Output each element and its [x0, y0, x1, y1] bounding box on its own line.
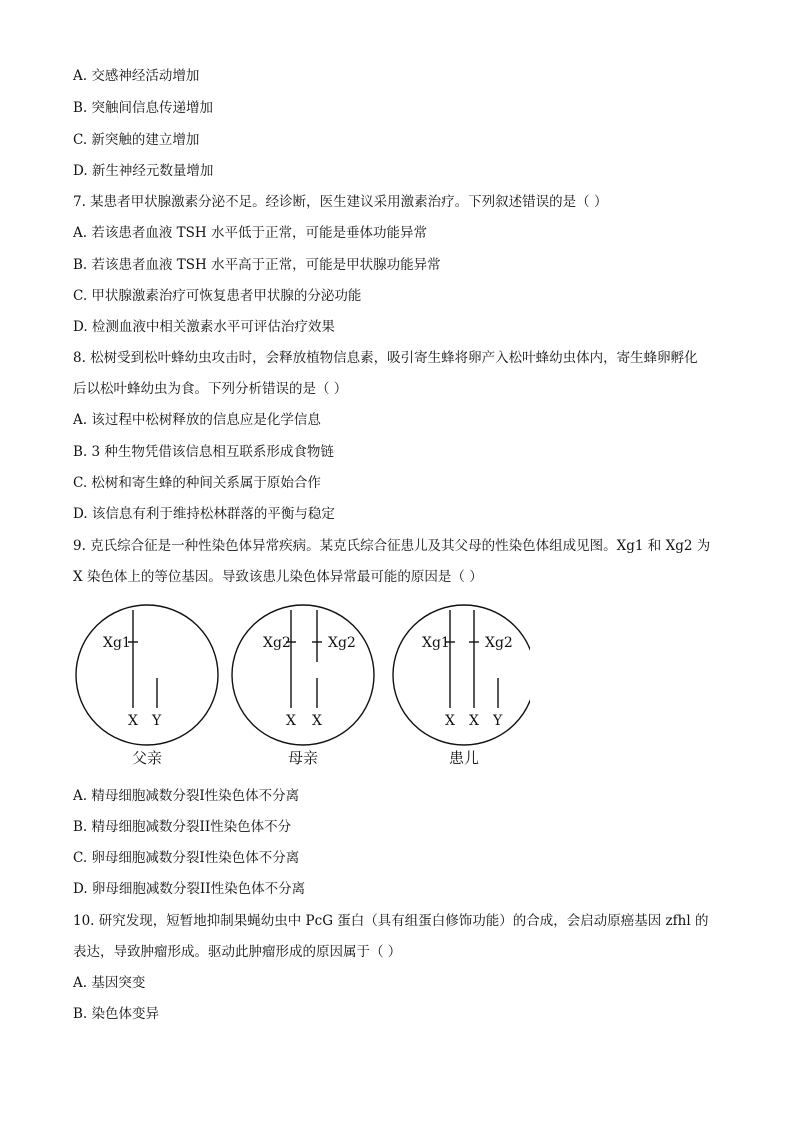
q8-option-d: D. 该信息有利于维持松林群落的平衡与稳定	[73, 506, 335, 522]
q8-stem-line1: 8. 松树受到松叶蜂幼虫攻击时，会释放植物信息素，吸引寄生蜂将卵产入松叶蜂幼虫体内，寄生蜂卵孵化	[73, 350, 698, 366]
q7-stem: 7. 某患者甲状腺激素分泌不足。经诊断，医生建议采用激素治疗。下列叙述错误的是（ ）	[73, 194, 608, 210]
q8-option-a: A. 该过程中松树释放的信息应是化学信息	[73, 412, 321, 428]
mother-chrom-label-x1: X	[286, 713, 296, 729]
q7-option-a: A. 若该患者血液 TSH 水平低于正常，可能是垂体功能异常	[73, 225, 427, 241]
q10-stem-line1: 10. 研究发现，短暂地抑制果蝇幼虫中 PcG 蛋白（具有组蛋白修饰功能）的合成，会启动原癌基因 zfhl 的	[73, 913, 709, 929]
q9-option-a: A. 精母细胞减数分裂I性染色体不分离	[73, 788, 300, 804]
q8-stem-line2: 后以松叶蜂幼虫为食。下列分析错误的是（ ）	[73, 381, 348, 397]
q9-option-b: B. 精母细胞减数分裂II性染色体不分	[73, 819, 292, 835]
child-chrom-label-y: Y	[493, 713, 503, 729]
q6-option-b: B. 突触间信息传递增加	[73, 100, 214, 116]
q7-option-d: D. 检测血液中相关激素水平可评估治疗效果	[73, 319, 335, 335]
q8-option-b: B. 3 种生物凭借该信息相互联系形成食物链	[73, 444, 334, 460]
q9-stem-line1: 9. 克氏综合征是一种性染色体异常疾病。某克氏综合征患儿及其父母的性染色体组成见图。Xg1 和 Xg2 为	[73, 538, 711, 554]
q9-option-d: D. 卵母细胞减数分裂II性染色体不分离	[73, 881, 306, 897]
father-caption: 父亲	[132, 749, 163, 767]
q10-option-a: A. 基因突变	[73, 975, 146, 991]
child-chrom-label-x1: X	[445, 713, 455, 729]
mother-chrom-label-x2: X	[312, 713, 322, 729]
q6-option-d: D. 新生神经元数量增加	[73, 163, 214, 179]
mother-gene-label-right: Xg2	[328, 635, 356, 651]
child-gene-label-right: Xg2	[485, 635, 513, 651]
mother-cell	[232, 605, 374, 745]
child-gene-label-left: Xg1	[422, 635, 450, 651]
child-cell	[393, 605, 530, 745]
q9-option-c: C. 卵母细胞减数分裂I性染色体不分离	[73, 850, 300, 866]
mother-caption: 母亲	[288, 749, 319, 767]
q9-stem-line2: X 染色体上的等位基因。导致该患儿染色体异常最可能的原因是（ ）	[73, 569, 483, 585]
q6-option-c: C. 新突触的建立增加	[73, 132, 200, 148]
child-chrom-label-x2: X	[469, 713, 479, 729]
q7-option-c: C. 甲状腺激素治疗可恢复患者甲状腺的分泌功能	[73, 288, 362, 304]
q8-option-c: C. 松树和寄生蜂的种间关系属于原始合作	[73, 475, 321, 491]
father-chrom-label-x: X	[128, 713, 138, 729]
chromosome-figure	[70, 600, 530, 770]
mother-gene-label-left: Xg2	[263, 635, 291, 651]
father-gene-label: Xg1	[103, 635, 131, 651]
q6-option-a: A. 交感神经活动增加	[73, 68, 200, 84]
child-caption: 患儿	[449, 749, 480, 767]
father-chrom-label-y: Y	[152, 713, 162, 729]
father-cell	[76, 605, 218, 745]
q10-stem-line2: 表达，导致肿瘤形成。驱动此肿瘤形成的原因属于（ ）	[73, 944, 402, 960]
q7-option-b: B. 若该患者血液 TSH 水平高于正常，可能是甲状腺功能异常	[73, 257, 441, 273]
q10-option-b: B. 染色体变异	[73, 1006, 160, 1022]
